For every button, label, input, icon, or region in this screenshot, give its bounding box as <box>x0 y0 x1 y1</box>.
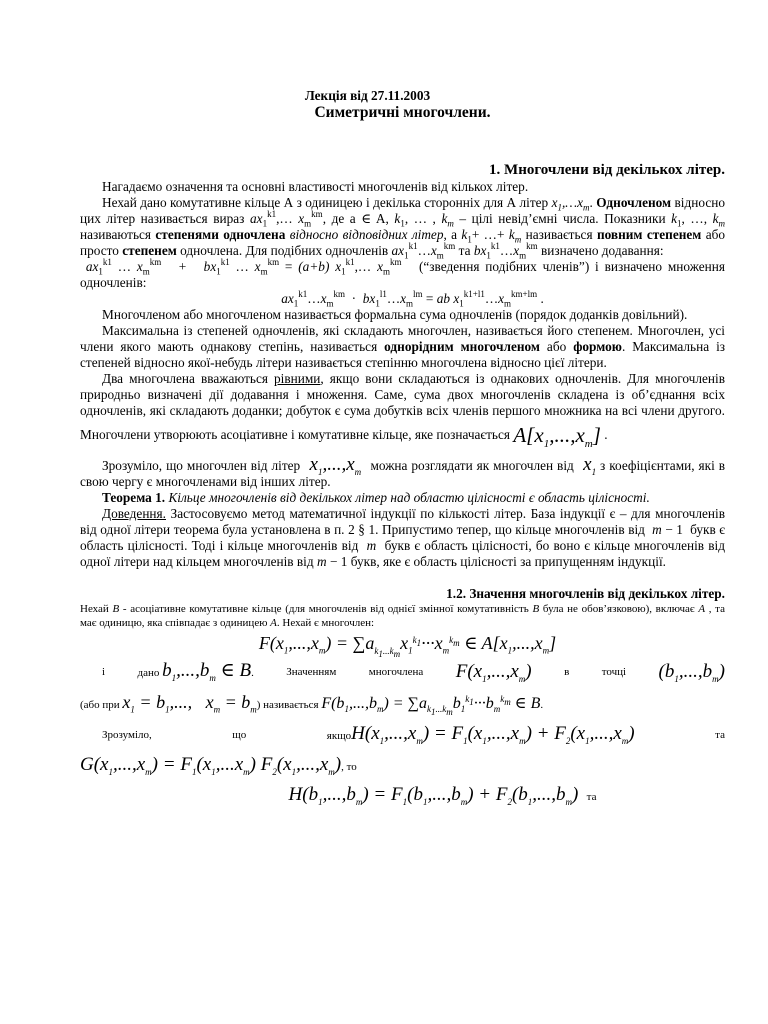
paragraph-as-one-variable: Зрозуміло, що многочлен від літер $x_1,...,x_m$ можна розглядати як многочлен від $x_1$ з коефіцієнтами, які в свою чергу є многочленами від інших літер. <box>80 454 725 489</box>
proof: Доведення. Застосовуємо метод математичної індукції по кількості літер. База індукції є – для многочленів від одної літери теорема була установлена в п. 2 § 1. Припустимо тепер, що кільце многочленів від m − 1 букв є область цілісності. Тоді і кільце многочленів від m букв є область цілісності, бо воно є кільце многочленів від одної літери над кільцем многочленів від m − 1 букв, яке є область цілісності за припущенням індукції. <box>80 506 726 569</box>
paragraph-equality: Два многочлена вважаються рівними, якщо вони складаються із однакових одночленів. Для многочленів природньо визначені дії додавання і множення. Саме, сума двох многочленів складена із об’єднання всіх одночленів, які складають доданки; добуток є сума добутків всіх членів першого множника на всі члени другого. Многочлени утворюють асоціативне і комутативне кільце, яке позначається $A[x_1,...,x_m]$ . <box>80 371 725 451</box>
paragraph-monomial-def: Нехай дано комутативне кільце А з одиницею і декілька сторонніх для А літер $x_1,\dots x_m$. Одночленом відносно цих літер називається вираз $ax_1^{k1},\dots$ $x_m^{km}$, де a ∈ A, $k_1$, … , $k_m$ – цілі невід’ємні числа. Показники $k_1$, …, $k_m$ називаються степенями одночлена відносно відповідних літер, а $k_1+$ …+ $k_m$ називається повним степенем або просто степенем одночлена. Для подібних одночленів $ax_1^{k1}\dots x_m^{km}$ та $bx_1^{k1}\dots x_m^{km}$ визначено додавання: <box>80 195 726 261</box>
page-title: Симетричні многочлени. <box>314 104 491 121</box>
paragraph-given-b: і дано $b_1,...,b_m$ ∈ B. Значенням многочлена $F(x_1,...,x_m)$ в точці $(b_1,...,b_m)$ <box>102 660 725 684</box>
section-heading-1: 1. Многочлени від декількох літер. <box>489 162 725 178</box>
paragraph-product-example: $G(x_1,...,x_m) = F_1(x_1,...x_m)$ $F_2(x_1,...,x_m)$, то <box>80 754 357 777</box>
lecture-date: Лекція від 27.11.2003 <box>304 88 431 103</box>
section-heading-1-2: 1.2. Значення многочленів від декількох літер. <box>446 586 725 601</box>
paragraph-sum-example: Зрозуміло, що $якщоH(x_1,...,x_m) = F_1(x_1,...,x_m) + F_2(x_1,...,x_m)$ та <box>102 723 725 746</box>
document-page <box>80 88 725 811</box>
paragraph-value-def: (або при $x_1 = b_1$,..., $x_m = b_m$) називається $F(b_1,...,b_m) = \sum a_{k_1...k_m}b_1^{k_1}\cdot\cdot\cdot b_m^{k_m}$ ∈ B. <box>80 692 544 717</box>
paragraph-addition-rule: $ax_1^{k1}$ … $x_m^{km} + bx_1^{k1}$ … $x_m^{km} = (a+b)$ $x_1^{k1},\dots$ $x_m^{km}$ (“зведення подібних членів”) і визначено множення одночленів: <box>80 257 725 290</box>
formula-H-values: $H(b_1,...,b_m) = F_1(b_1,...,b_m) + F_2(b_1,...,b_m)$ та <box>288 784 597 807</box>
paragraph-values-intro: Нехай B - асоціативне комутативне кільце (для многочленів від однієї змінної комутативність B була не обов’язковою), включає A , та має одиницю, яка співпадає з одиницею A. Нехай є многочлен: <box>80 603 726 629</box>
paragraph-degree: Максимальна із степеней одночленів, які складають многочлен, називається його степенем. Многочлен, усі члени якого мають однакову степінь, називається однорідним многочленом або формою. Максимальна із степеней відносно якої-небудь літери називається степінню многочлена відносно цієї літери. <box>80 323 726 370</box>
paragraph-polynomial-def: Многочленом або многочленом називається формальна сума одночленів (порядок доданків довільний). <box>102 307 688 322</box>
paragraph-intro: Нагадаємо означення та основні властивості многочленів від кількох літер. <box>102 179 529 194</box>
theorem-1: Теорема 1. Кільце многочленів від декількох літер над областю цілісності є область цілісності. <box>102 490 650 505</box>
formula-monomial-product: $ax_1^{k1}\dots x_m^{km}$ · $bx_1^{l1}\dots x_m^{lm}$ = ab $x_1^{k1+l1}\dots x_m^{km+lm}$ . <box>281 289 544 309</box>
formula-polynomial-F: $F(x_1,...,x_m) = \sum a_{k_1...k_m}x_1^{k_1}\cdot\cdot\cdot x_m^{k_m}$ ∈ $A[x_1,...,x_m]$ <box>258 633 557 659</box>
